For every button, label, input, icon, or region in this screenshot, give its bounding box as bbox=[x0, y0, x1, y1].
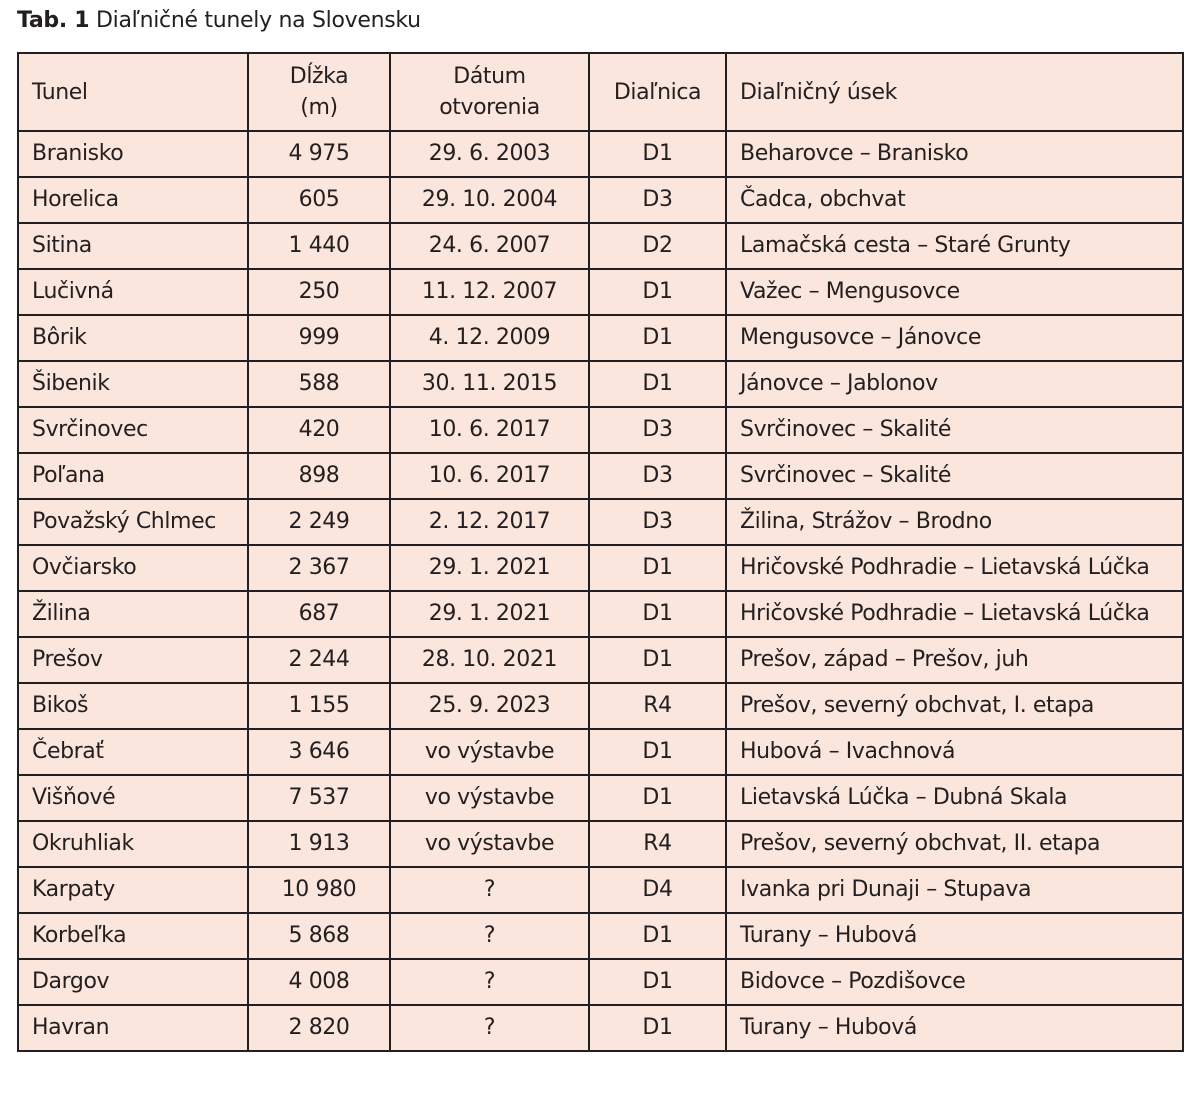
cell-highway: R4 bbox=[589, 821, 726, 867]
cell-highway: D1 bbox=[589, 775, 726, 821]
cell-highway: D1 bbox=[589, 131, 726, 177]
cell-opened: 2. 12. 2017 bbox=[390, 499, 589, 545]
cell-section: Hričovské Podhradie – Lietavská Lúčka bbox=[726, 545, 1183, 591]
cell-section: Jánovce – Jablonov bbox=[726, 361, 1183, 407]
cell-length: 4 975 bbox=[248, 131, 390, 177]
cell-opened: 10. 6. 2017 bbox=[390, 453, 589, 499]
table-row bbox=[18, 867, 1183, 913]
cell-highway: D1 bbox=[589, 637, 726, 683]
table-row bbox=[18, 775, 1183, 821]
cell-length: 588 bbox=[248, 361, 390, 407]
cell-length: 687 bbox=[248, 591, 390, 637]
cell-opened: vo výstavbe bbox=[390, 821, 589, 867]
header-length-line1: Dĺžka bbox=[289, 64, 349, 89]
table-row bbox=[18, 131, 1183, 177]
table-row bbox=[18, 637, 1183, 683]
cell-tunnel: Poľana bbox=[18, 453, 248, 499]
cell-tunnel: Dargov bbox=[18, 959, 248, 1005]
table-row bbox=[18, 545, 1183, 591]
cell-opened: 29. 10. 2004 bbox=[390, 177, 589, 223]
cell-tunnel: Višňové bbox=[18, 775, 248, 821]
cell-opened: vo výstavbe bbox=[390, 729, 589, 775]
table-row bbox=[18, 1005, 1183, 1051]
cell-opened: 28. 10. 2021 bbox=[390, 637, 589, 683]
header-opened-line1: Dátum bbox=[453, 64, 526, 89]
cell-highway: D1 bbox=[589, 959, 726, 1005]
header-row bbox=[18, 53, 1183, 131]
cell-length: 5 868 bbox=[248, 913, 390, 959]
cell-length: 999 bbox=[248, 315, 390, 361]
table-row bbox=[18, 683, 1183, 729]
table-row bbox=[18, 407, 1183, 453]
header-section: Diaľničný úsek bbox=[726, 53, 1183, 131]
cell-highway: D1 bbox=[589, 361, 726, 407]
cell-tunnel: Branisko bbox=[18, 131, 248, 177]
cell-tunnel: Horelica bbox=[18, 177, 248, 223]
cell-length: 10 980 bbox=[248, 867, 390, 913]
cell-section: Mengusovce – Jánovce bbox=[726, 315, 1183, 361]
cell-tunnel: Okruhliak bbox=[18, 821, 248, 867]
cell-tunnel: Lučivná bbox=[18, 269, 248, 315]
cell-length: 1 155 bbox=[248, 683, 390, 729]
table-row bbox=[18, 821, 1183, 867]
table-body bbox=[18, 131, 1183, 1051]
cell-highway: D1 bbox=[589, 545, 726, 591]
tunnels-table bbox=[17, 52, 1184, 1052]
header-tunnel: Tunel bbox=[18, 53, 248, 131]
cell-section: Turany – Hubová bbox=[726, 1005, 1183, 1051]
cell-section: Prešov, severný obchvat, I. etapa bbox=[726, 683, 1183, 729]
cell-length: 250 bbox=[248, 269, 390, 315]
cell-opened: 30. 11. 2015 bbox=[390, 361, 589, 407]
cell-highway: D1 bbox=[589, 729, 726, 775]
cell-section: Beharovce – Branisko bbox=[726, 131, 1183, 177]
cell-opened: 11. 12. 2007 bbox=[390, 269, 589, 315]
cell-length: 2 244 bbox=[248, 637, 390, 683]
cell-section: Svrčinovec – Skalité bbox=[726, 453, 1183, 499]
table-row bbox=[18, 591, 1183, 637]
table-row bbox=[18, 959, 1183, 1005]
header-opened-line2: otvorenia bbox=[439, 95, 540, 120]
cell-opened: vo výstavbe bbox=[390, 775, 589, 821]
table-row bbox=[18, 729, 1183, 775]
cell-tunnel: Havran bbox=[18, 1005, 248, 1051]
cell-opened: ? bbox=[390, 959, 589, 1005]
cell-opened: ? bbox=[390, 913, 589, 959]
cell-highway: D3 bbox=[589, 177, 726, 223]
cell-length: 2 820 bbox=[248, 1005, 390, 1051]
cell-highway: D3 bbox=[589, 453, 726, 499]
cell-section: Prešov, západ – Prešov, juh bbox=[726, 637, 1183, 683]
cell-length: 2 367 bbox=[248, 545, 390, 591]
table-row bbox=[18, 361, 1183, 407]
header-opened bbox=[390, 53, 589, 131]
caption-label: Tab. 1 bbox=[17, 8, 90, 33]
cell-highway: D1 bbox=[589, 1005, 726, 1051]
cell-highway: D3 bbox=[589, 499, 726, 545]
cell-tunnel: Ovčiarsko bbox=[18, 545, 248, 591]
cell-section: Prešov, severný obchvat, II. etapa bbox=[726, 821, 1183, 867]
header-length bbox=[248, 53, 390, 131]
cell-opened: 29. 1. 2021 bbox=[390, 591, 589, 637]
cell-tunnel: Považský Chlmec bbox=[18, 499, 248, 545]
cell-opened: 10. 6. 2017 bbox=[390, 407, 589, 453]
cell-opened: 4. 12. 2009 bbox=[390, 315, 589, 361]
cell-length: 2 249 bbox=[248, 499, 390, 545]
cell-tunnel: Žilina bbox=[18, 591, 248, 637]
cell-tunnel: Korbeľka bbox=[18, 913, 248, 959]
cell-tunnel: Čebrať bbox=[18, 729, 248, 775]
table-row bbox=[18, 913, 1183, 959]
table-row bbox=[18, 177, 1183, 223]
cell-length: 7 537 bbox=[248, 775, 390, 821]
cell-section: Ivanka pri Dunaji – Stupava bbox=[726, 867, 1183, 913]
cell-length: 4 008 bbox=[248, 959, 390, 1005]
cell-length: 3 646 bbox=[248, 729, 390, 775]
table-row bbox=[18, 269, 1183, 315]
cell-tunnel: Sitina bbox=[18, 223, 248, 269]
table-header bbox=[18, 53, 1183, 131]
table-row bbox=[18, 453, 1183, 499]
cell-opened: 24. 6. 2007 bbox=[390, 223, 589, 269]
caption-title: Diaľničné tunely na Slovensku bbox=[96, 8, 421, 33]
cell-tunnel: Bôrik bbox=[18, 315, 248, 361]
cell-highway: R4 bbox=[589, 683, 726, 729]
cell-opened: 25. 9. 2023 bbox=[390, 683, 589, 729]
table-caption bbox=[17, 6, 421, 36]
cell-section: Čadca, obchvat bbox=[726, 177, 1183, 223]
cell-tunnel: Karpaty bbox=[18, 867, 248, 913]
cell-length: 420 bbox=[248, 407, 390, 453]
cell-section: Bidovce – Pozdišovce bbox=[726, 959, 1183, 1005]
cell-opened: 29. 6. 2003 bbox=[390, 131, 589, 177]
cell-section: Žilina, Strážov – Brodno bbox=[726, 499, 1183, 545]
cell-section: Važec – Mengusovce bbox=[726, 269, 1183, 315]
cell-tunnel: Prešov bbox=[18, 637, 248, 683]
cell-tunnel: Bikoš bbox=[18, 683, 248, 729]
cell-tunnel: Šibenik bbox=[18, 361, 248, 407]
cell-section: Lamačská cesta – Staré Grunty bbox=[726, 223, 1183, 269]
cell-highway: D1 bbox=[589, 591, 726, 637]
cell-highway: D1 bbox=[589, 269, 726, 315]
header-highway: Diaľnica bbox=[589, 53, 726, 131]
header-length-line2: (m) bbox=[300, 95, 338, 120]
cell-length: 898 bbox=[248, 453, 390, 499]
table-row bbox=[18, 315, 1183, 361]
cell-section: Turany – Hubová bbox=[726, 913, 1183, 959]
cell-section: Hubová – Ivachnová bbox=[726, 729, 1183, 775]
cell-opened: ? bbox=[390, 1005, 589, 1051]
cell-highway: D1 bbox=[589, 913, 726, 959]
cell-highway: D3 bbox=[589, 407, 726, 453]
cell-section: Svrčinovec – Skalité bbox=[726, 407, 1183, 453]
cell-tunnel: Svrčinovec bbox=[18, 407, 248, 453]
cell-opened: 29. 1. 2021 bbox=[390, 545, 589, 591]
cell-length: 605 bbox=[248, 177, 390, 223]
cell-section: Lietavská Lúčka – Dubná Skala bbox=[726, 775, 1183, 821]
cell-highway: D4 bbox=[589, 867, 726, 913]
table-row bbox=[18, 499, 1183, 545]
cell-highway: D2 bbox=[589, 223, 726, 269]
table-row bbox=[18, 223, 1183, 269]
cell-section: Hričovské Podhradie – Lietavská Lúčka bbox=[726, 591, 1183, 637]
cell-length: 1 440 bbox=[248, 223, 390, 269]
cell-opened: ? bbox=[390, 867, 589, 913]
cell-highway: D1 bbox=[589, 315, 726, 361]
cell-length: 1 913 bbox=[248, 821, 390, 867]
